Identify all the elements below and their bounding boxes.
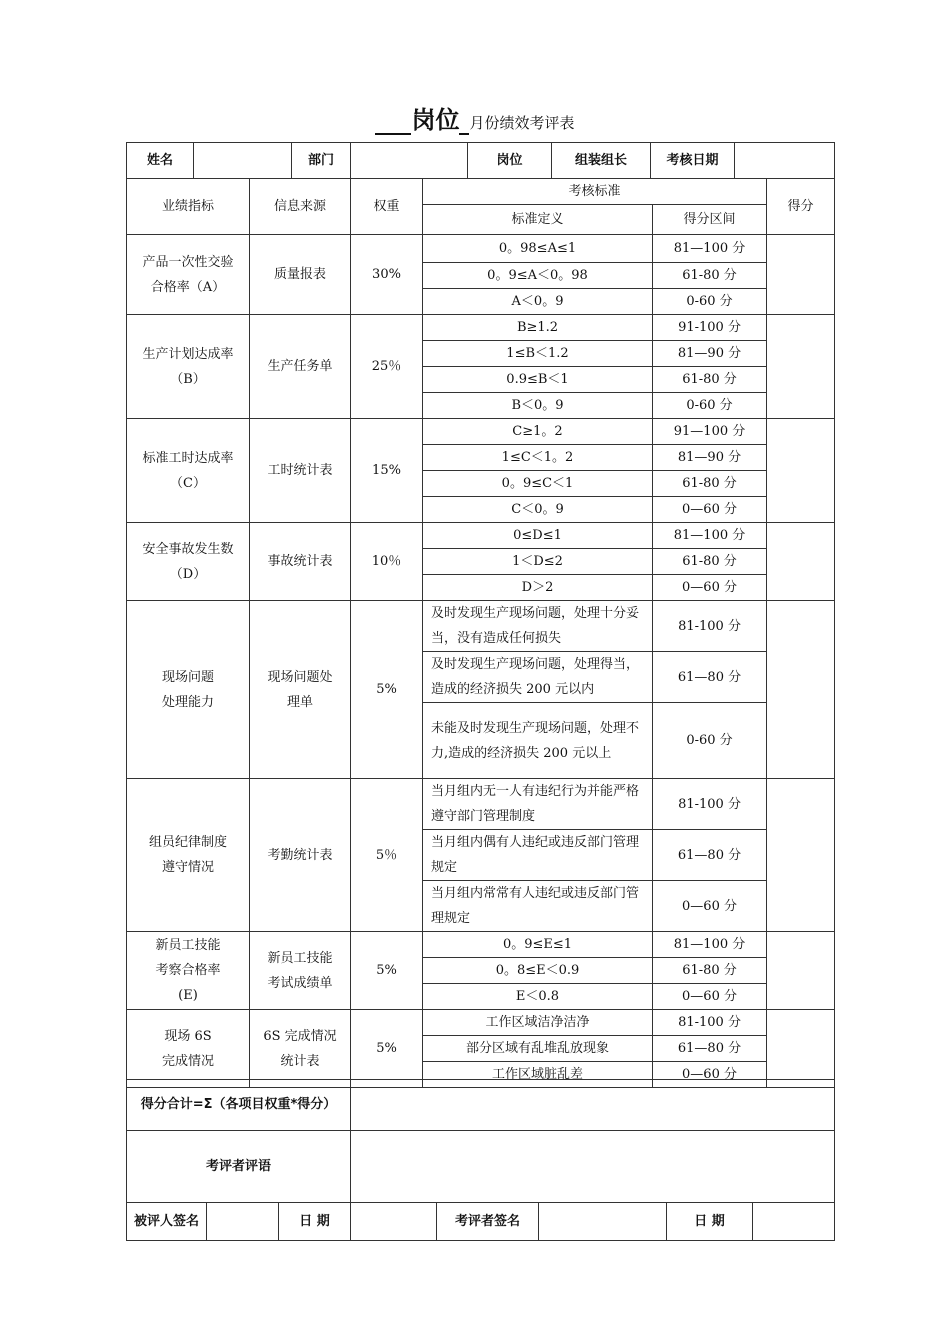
definition-cell: 及时发现生产现场问题，处理十分妥当，没有造成任何损失 [423, 601, 653, 652]
indicator-cell [127, 315, 250, 419]
range-cell: 81—100 分 [653, 932, 767, 958]
indicator-cell [127, 601, 250, 779]
source-line: 考勤统计表 [267, 847, 333, 863]
footer-table [126, 1079, 835, 1241]
criteria-row [127, 932, 835, 958]
col-indicator: 业绩指标 [127, 179, 250, 235]
source-cell [250, 932, 351, 1010]
criteria-row [127, 601, 835, 652]
range-cell: 61-80 分 [653, 471, 767, 497]
definition-cell: 工作区域脏乱差 [423, 1062, 653, 1088]
weight-cell: 5% [351, 932, 423, 1010]
criteria-row [127, 523, 835, 549]
definition-cell: B＜0。9 [423, 393, 653, 419]
source-cell [250, 779, 351, 932]
title-main: 岗位 [411, 106, 460, 134]
dept-field[interactable] [351, 143, 468, 179]
weight-cell: 25％ [351, 315, 423, 419]
indicator-cell [127, 419, 250, 523]
name-label: 姓名 [127, 143, 194, 179]
evaluator-sign-field[interactable] [539, 1203, 667, 1241]
source-cell [250, 315, 351, 419]
form-title [0, 100, 950, 135]
range-cell: 0—60 分 [653, 881, 767, 932]
range-cell: 61—80 分 [653, 830, 767, 881]
date1-field[interactable] [351, 1203, 437, 1241]
score-field[interactable] [767, 932, 835, 1010]
indicator-line: 组员纪律制度 [148, 835, 227, 850]
criteria-row [127, 315, 835, 341]
weight-cell: 30% [351, 235, 423, 315]
evaluatee-sign-label: 被评人签名 [127, 1203, 207, 1241]
definition-cell: 部分区域有乱堆乱放现象 [423, 1036, 653, 1062]
range-cell: 0—60 分 [653, 497, 767, 523]
source-line: 考试成绩单 [267, 975, 333, 991]
criteria-row [127, 419, 835, 445]
score-field[interactable] [767, 523, 835, 601]
range-cell: 81—100 分 [653, 235, 767, 263]
weight-cell: 5% [351, 601, 423, 779]
range-cell: 61-80 分 [653, 958, 767, 984]
source-cell [250, 235, 351, 315]
range-cell: 0—60 分 [653, 984, 767, 1010]
range-cell: 61—80 分 [653, 652, 767, 703]
range-cell: 61-80 分 [653, 263, 767, 289]
definition-cell: 0.9≤B＜1 [423, 367, 653, 393]
source-line: 理单 [286, 694, 313, 710]
title-blank-line-2 [459, 111, 469, 135]
definition-cell: 0。8≤E＜0.9 [423, 958, 653, 984]
date2-field[interactable] [753, 1203, 835, 1241]
definition-cell: C≥1。2 [423, 419, 653, 445]
source-cell [250, 1010, 351, 1088]
definition-cell: C＜0。9 [423, 497, 653, 523]
weight-cell: 5% [351, 1010, 423, 1088]
source-line: 工时统计表 [267, 463, 333, 478]
score-field[interactable] [767, 1010, 835, 1088]
total-field[interactable] [351, 1080, 835, 1131]
range-cell: 0-60 分 [653, 703, 767, 779]
indicator-line: 完成情况 [161, 1053, 214, 1069]
score-field[interactable] [767, 315, 835, 419]
indicator-line: 新员工技能 [155, 938, 221, 953]
indicator-line: 标准工时达成率 [142, 450, 234, 466]
post-value: 组装组长 [552, 143, 651, 179]
definition-cell: 0。9≤A＜0。98 [423, 263, 653, 289]
comment-label: 考评者评语 [127, 1131, 351, 1203]
definition-cell: 当月组内常常有人违纪或违反部门管理规定 [423, 881, 653, 932]
evaluatee-sign-field[interactable] [207, 1203, 279, 1241]
range-cell: 0—60 分 [653, 1062, 767, 1088]
range-cell: 0—60 分 [653, 575, 767, 601]
title-blank-line [375, 111, 411, 135]
definition-cell: 1＜D≤2 [423, 549, 653, 575]
indicator-cell [127, 523, 250, 601]
total-label: 得分合计=Σ（各项目权重*得分） [127, 1080, 351, 1131]
definition-cell: 1≤B＜1.2 [423, 341, 653, 367]
definition-cell: E＜0.8 [423, 984, 653, 1010]
indicator-line: 现场 6S [164, 1028, 212, 1044]
indicator-line: 产品一次性交验 [142, 254, 234, 270]
source-line: 6S 完成情况 [263, 1028, 337, 1044]
definition-cell: D＞2 [423, 575, 653, 601]
definition-cell: 0。9≤E≤1 [423, 932, 653, 958]
range-cell: 0-60 分 [653, 289, 767, 315]
indicator-line: 生产计划达成率 [142, 346, 234, 362]
score-field[interactable] [767, 779, 835, 932]
indicator-cell [127, 932, 250, 1010]
indicator-line: 现场问题 [161, 669, 214, 685]
name-field[interactable] [194, 143, 292, 179]
evaluator-sign-label: 考评者签名 [437, 1203, 539, 1241]
post-label: 岗位 [468, 143, 552, 179]
range-cell: 61-80 分 [653, 549, 767, 575]
range-cell: 81-100 分 [653, 601, 767, 652]
definition-cell: 未能及时发现生产现场问题，处理不力,造成的经济损失 200 元以上 [423, 703, 653, 779]
source-line: 事故统计表 [267, 554, 333, 569]
indicator-cell [127, 779, 250, 932]
indicator-line: （D） [169, 566, 207, 582]
weight-cell: 5％ [351, 779, 423, 932]
indicator-line: （C） [170, 475, 206, 491]
definition-cell: 工作区域洁净洁净 [423, 1010, 653, 1036]
definition-cell: 1≤C＜1。2 [423, 445, 653, 471]
source-cell [250, 601, 351, 779]
definition-cell: 0。98≤A≤1 [423, 235, 653, 263]
range-cell: 61-80 分 [653, 367, 767, 393]
definition-cell: 及时发现生产现场问题，处理得当，造成的经济损失 200 元以内 [423, 652, 653, 703]
title-suffix: 月份绩效考评表 [469, 114, 575, 132]
header-table [126, 142, 835, 179]
col-score: 得分 [767, 179, 835, 235]
indicator-line: (E) [178, 988, 198, 1003]
date-field[interactable] [735, 143, 835, 179]
source-line: 质量报表 [273, 267, 326, 282]
score-field[interactable] [767, 235, 835, 315]
indicator-line: 处理能力 [161, 694, 214, 710]
range-cell: 81—90 分 [653, 341, 767, 367]
range-cell: 61—80 分 [653, 1036, 767, 1062]
col-definition: 标准定义 [423, 205, 653, 235]
assessment-table [126, 178, 835, 1088]
weight-cell: 10％ [351, 523, 423, 601]
indicator-cell [127, 235, 250, 315]
definition-cell: B≥1.2 [423, 315, 653, 341]
indicator-cell [127, 1010, 250, 1088]
definition-cell: 0。9≤C＜1 [423, 471, 653, 497]
source-line: 统计表 [280, 1053, 320, 1069]
source-line: 现场问题处 [267, 669, 333, 685]
indicator-line: 考察合格率 [155, 963, 221, 978]
range-cell: 81—90 分 [653, 445, 767, 471]
range-cell: 91—100 分 [653, 419, 767, 445]
date-label: 考核日期 [651, 143, 735, 179]
indicator-line: 合格率（A） [150, 279, 226, 295]
range-cell: 0-60 分 [653, 393, 767, 419]
definition-cell: A＜0。9 [423, 289, 653, 315]
definition-cell: 0≤D≤1 [423, 523, 653, 549]
definition-cell: 当月组内偶有人违纪或违反部门管理规定 [423, 830, 653, 881]
date1-label: 日 期 [279, 1203, 351, 1241]
indicator-line: 安全事故发生数 [142, 541, 234, 557]
source-line: 新员工技能 [267, 950, 333, 966]
source-cell [250, 419, 351, 523]
col-range: 得分区间 [653, 205, 767, 235]
range-cell: 81-100 分 [653, 1010, 767, 1036]
col-weight: 权重 [351, 179, 423, 235]
criteria-row [127, 779, 835, 830]
comment-field[interactable] [351, 1131, 835, 1203]
range-cell: 91-100 分 [653, 315, 767, 341]
score-field[interactable] [767, 419, 835, 523]
col-criteria: 考核标准 [423, 179, 767, 205]
score-field[interactable] [767, 601, 835, 779]
definition-cell: 当月组内无一人有违纪行为并能严格遵守部门管理制度 [423, 779, 653, 830]
date2-label: 日 期 [667, 1203, 753, 1241]
range-cell: 81-100 分 [653, 779, 767, 830]
indicator-line: （B） [170, 371, 206, 387]
indicator-line: 遵守情况 [161, 860, 214, 875]
dept-label: 部门 [292, 143, 351, 179]
source-cell [250, 523, 351, 601]
col-source: 信息来源 [250, 179, 351, 235]
criteria-row [127, 235, 835, 263]
criteria-row [127, 1010, 835, 1036]
range-cell: 81—100 分 [653, 523, 767, 549]
source-line: 生产任务单 [267, 359, 333, 374]
weight-cell: 15% [351, 419, 423, 523]
